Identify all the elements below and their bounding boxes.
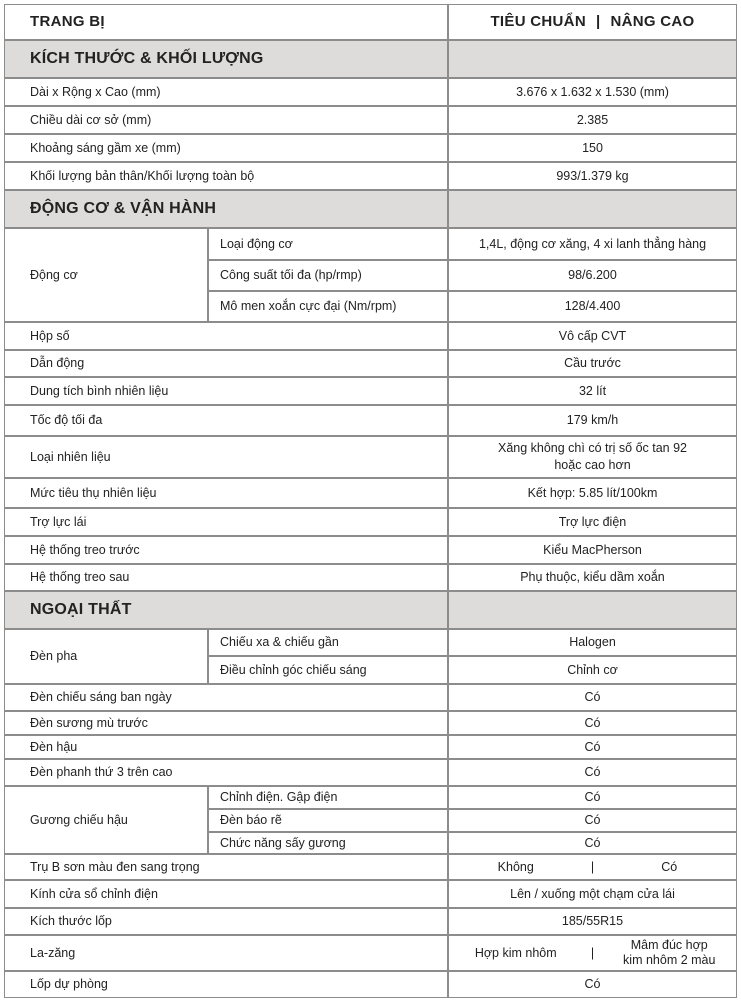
row-dims-value: 3.676 x 1.632 x 1.530 (mm) [448,78,737,106]
row-dims-label: Dài x Rộng x Cao (mm) [4,78,448,106]
row-speed-label: Tốc độ tối đa [4,405,448,436]
row-torque-value: 128/4.400 [448,291,737,322]
row-torque-label: Mô men xoắn cực đại (Nm/rpm) [208,291,448,322]
row-angle-label: Điều chỉnh góc chiếu sáng [208,656,448,684]
row-speed-value: 179 km/h [448,405,737,436]
row-mirror-heat-value: Có [448,832,737,854]
row-clearance-label: Khoảng sáng gầm xe (mm) [4,134,448,162]
row-drl-label: Đèn chiếu sáng ban ngày [4,684,448,711]
row-brake-value: Có [448,759,737,786]
row-gearbox-label: Hộp số [4,322,448,350]
row-window-value: Lên / xuống một chạm cửa lái [448,880,737,908]
row-consumption-value: Kết hợp: 5.85 lít/100km [448,478,737,508]
row-pillar-value [448,854,737,880]
row-weight-value: 993/1.379 kg [448,162,737,190]
row-rear-susp-value: Phụ thuộc, kiểu dầm xoắn [448,564,737,591]
row-engine-type-value: 1,4L, động cơ xăng, 4 xi lanh thẳng hàng [448,228,737,260]
section-exterior [4,591,448,629]
section-exterior-right [448,591,737,629]
row-fuel-value [448,436,737,478]
header-trims-cell [448,4,737,40]
row-drl-value: Có [448,684,737,711]
row-consumption-label: Mức tiêu thụ nhiên liệu [4,478,448,508]
group-headlight-label: Đèn pha [4,629,208,684]
header-title-cell [4,4,448,40]
section-size-right [448,40,737,78]
row-front-susp-label: Hệ thống treo trước [4,536,448,564]
row-beam-value: Halogen [448,629,737,656]
row-tire-value: 185/55R15 [448,908,737,935]
wheel-advanced-line-2: kim nhôm 2 màu [623,953,716,967]
row-brake-label: Đèn phanh thứ 3 trên cao [4,759,448,786]
row-tail-value: Có [448,735,737,759]
group-mirror-label: Gương chiếu hậu [4,786,208,854]
row-wheel-label: La-zăng [4,935,448,971]
row-drive-label: Dẫn động [4,350,448,377]
section-size-title: KÍCH THƯỚC & KHỐI LƯỢNG [30,50,264,68]
wheel-advanced-line-1: Mâm đúc hợp [630,938,708,952]
row-spare-label: Lốp dự phòng [4,971,448,998]
wheel-advanced [603,938,737,968]
section-engine-title: ĐỘNG CƠ & VẬN HÀNH [30,200,217,218]
row-tire-label: Kích thước lốp [4,908,448,935]
row-clearance-value: 150 [448,134,737,162]
row-steering-value: Trợ lực điện [448,508,737,536]
pillar-standard: Không [497,859,534,874]
row-mirror-heat-label: Chức năng sấy gương [208,832,448,854]
row-rear-susp-label: Hệ thống treo sau [4,564,448,591]
row-window-label: Kính cửa sổ chỉnh điện [4,880,448,908]
header-advanced: NÂNG CAO [610,12,695,30]
row-drive-value: Cầu trước [448,350,737,377]
row-mirror-signal-value: Có [448,809,737,832]
header-standard: TIÊU CHUẨN [490,12,586,30]
row-fuel-label: Loại nhiên liệu [4,436,448,478]
fuel-value-line-1: Xăng không chì có trị số ốc tan 92 [497,441,687,456]
row-mirror-power-label: Chỉnh điện. Gập điện [208,786,448,809]
row-angle-value: Chỉnh cơ [448,656,737,684]
row-mirror-signal-label: Đèn báo rẽ [208,809,448,832]
row-power-label: Công suất tối đa (hp/rmp) [208,260,448,291]
row-power-value: 98/6.200 [448,260,737,291]
section-exterior-title: NGOẠI THẤT [30,601,132,619]
row-weight-label: Khối lượng bản thân/Khối lượng toàn bộ [4,162,448,190]
row-tail-label: Đèn hậu [4,735,448,759]
group-engine-label: Động cơ [4,228,208,322]
row-wheel-value [448,935,737,971]
row-mirror-power-value: Có [448,786,737,809]
section-engine-right [448,190,737,228]
row-engine-type-label: Loại động cơ [208,228,448,260]
header-title: TRANG BỊ [30,12,105,30]
wheel-standard: Hợp kim nhôm [474,945,557,960]
row-beam-label: Chiếu xa & chiếu gần [208,629,448,656]
row-wheelbase-label: Chiều dài cơ sở (mm) [4,106,448,134]
row-front-susp-value: Kiểu MacPherson [448,536,737,564]
row-tank-value: 32 lít [448,377,737,405]
row-spare-value: Có [448,971,737,998]
fuel-value-line-2: hoặc cao hơn [554,458,631,472]
section-size [4,40,448,78]
row-gearbox-value: Vô cấp CVT [448,322,737,350]
row-fog-value: Có [448,711,737,735]
row-steering-label: Trợ lực lái [4,508,448,536]
row-wheelbase-value: 2.385 [448,106,737,134]
row-pillar-label: Trụ B sơn màu đen sang trọng [4,854,448,880]
row-fog-label: Đèn sương mù trước [4,711,448,735]
header-separator: | [595,12,601,30]
pillar-advanced: Có [661,859,678,874]
wheel-separator: | [590,945,595,960]
pillar-separator: | [590,859,595,874]
section-engine [4,190,448,228]
row-tank-label: Dung tích bình nhiên liệu [4,377,448,405]
